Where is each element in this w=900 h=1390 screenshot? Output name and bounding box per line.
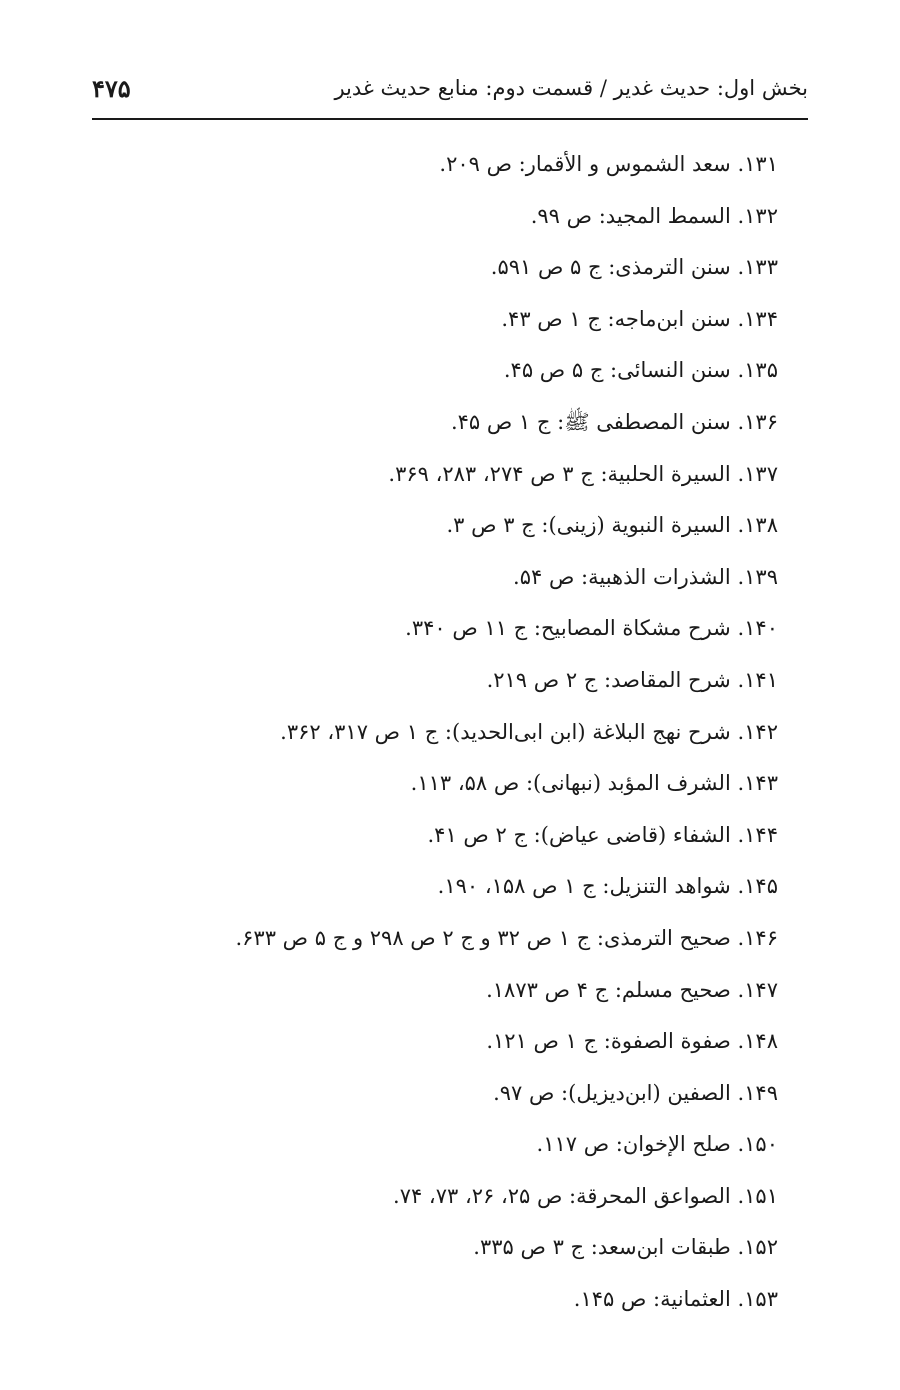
reference-number: ۱۳۳.	[737, 255, 778, 280]
reference-item	[78, 660, 778, 712]
reference-number: ۱۵۱.	[737, 1183, 778, 1208]
reference-number: ۱۳۹.	[737, 564, 778, 589]
reference-item	[78, 454, 778, 506]
reference-number: ۱۴۸.	[737, 1029, 778, 1054]
reference-number: ۱۴۱.	[737, 667, 778, 692]
reference-item	[78, 1021, 778, 1073]
reference-text: طبقات ابن‌سعد: ج ۳ ص ۳۳۵.	[473, 1235, 731, 1260]
reference-text: سنن الترمذی: ج ۵ ص ۵۹۱.	[490, 255, 731, 280]
reference-number: ۱۴۴.	[737, 822, 778, 847]
reference-text: السمط المجید: ص ۹۹.	[530, 203, 731, 228]
reference-item	[78, 763, 778, 815]
reference-text: سنن المصطفی ﷺ: ج ۱ ص ۴۵.	[450, 409, 731, 434]
reference-text: شرح المقاصد: ج ۲ ص ۲۱۹.	[486, 667, 731, 692]
reference-text: الشفاء (قاضی عیاض): ج ۲ ص ۴۱.	[427, 822, 731, 847]
reference-item	[78, 1227, 778, 1279]
reference-item	[78, 712, 778, 764]
reference-number: ۱۵۲.	[737, 1235, 778, 1260]
reference-text: الصفین (ابن‌دیزیل): ص ۹۷.	[493, 1080, 731, 1105]
reference-text: صفوة الصفوة: ج ۱ ص ۱۲۱.	[486, 1029, 731, 1054]
page-header	[92, 66, 808, 120]
reference-number: ۱۴۲.	[737, 719, 778, 744]
reference-number: ۱۳۵.	[737, 358, 778, 383]
reference-text: الشرف المؤبد (نبهانی): ص ۵۸، ۱۱۳.	[410, 771, 731, 796]
reference-number: ۱۳۴.	[737, 306, 778, 331]
reference-item	[78, 815, 778, 867]
reference-item	[78, 402, 778, 454]
reference-number: ۱۴۶.	[737, 925, 778, 950]
reference-number: ۱۳۲.	[737, 203, 778, 228]
reference-item	[78, 970, 778, 1022]
running-header-title: بخش اول: حدیث غدیر / قسمت دوم: منابع حدیث غدیر	[334, 76, 808, 100]
reference-item	[78, 247, 778, 299]
reference-text: الشذرات الذهبیة: ص ۵۴.	[513, 564, 731, 589]
reference-item	[78, 866, 778, 918]
reference-item	[78, 350, 778, 402]
reference-number: ۱۴۵.	[737, 874, 778, 899]
reference-number: ۱۴۹.	[737, 1080, 778, 1105]
reference-text: سعد الشموس و الأقمار: ص ۲۰۹.	[439, 152, 731, 176]
reference-list	[78, 144, 778, 1331]
reference-text: سنن ابن‌ماجه: ج ۱ ص ۴۳.	[501, 306, 731, 331]
reference-number: ۱۵۰.	[737, 1132, 778, 1157]
reference-number: ۱۳۱.	[737, 152, 778, 176]
reference-text: صلح الإخوان: ص ۱۱۷.	[536, 1132, 731, 1157]
reference-text: السیرة النبویة (زینی): ج ۳ ص ۳.	[446, 513, 731, 538]
reference-text: شرح مشکاة المصابیح: ج ۱۱ ص ۳۴۰.	[405, 616, 731, 641]
reference-number: ۱۴۰.	[737, 616, 778, 641]
reference-item	[78, 608, 778, 660]
reference-item	[78, 505, 778, 557]
reference-item	[78, 196, 778, 248]
reference-number: ۱۵۳.	[737, 1287, 778, 1312]
reference-text: صحیح مسلم: ج ۴ ص ۱۸۷۳.	[486, 977, 731, 1002]
reference-item	[78, 918, 778, 970]
reference-text: شرح نهج البلاغة (ابن ابی‌الحدید): ج ۱ ص ۳۱۷، ۳۶۲.	[280, 719, 731, 744]
reference-text: شواهد التنزیل: ج ۱ ص ۱۵۸، ۱۹۰.	[437, 874, 731, 899]
page-number: ۴۷۵	[92, 74, 131, 103]
reference-text: سنن النسائی: ج ۵ ص ۴۵.	[503, 358, 731, 383]
reference-item	[78, 1124, 778, 1176]
reference-item	[78, 1073, 778, 1125]
reference-text: العثمانیة: ص ۱۴۵.	[573, 1287, 731, 1312]
reference-text: الصواعق المحرقة: ص ۲۵، ۲۶، ۷۳، ۷۴.	[393, 1183, 731, 1208]
reference-text: السیرة الحلبیة: ج ۳ ص ۲۷۴، ۲۸۳، ۳۶۹.	[388, 461, 731, 486]
reference-item	[78, 144, 778, 196]
reference-text: صحیح الترمذی: ج ۱ ص ۳۲ و ج ۲ ص ۲۹۸ و ج ۵ ص ۶۳۳.	[235, 925, 731, 950]
reference-item	[78, 1279, 778, 1331]
reference-item	[78, 557, 778, 609]
reference-number: ۱۴۷.	[737, 977, 778, 1002]
reference-number: ۱۳۸.	[737, 513, 778, 538]
reference-item	[78, 299, 778, 351]
reference-number: ۱۳۷.	[737, 461, 778, 486]
reference-number: ۱۳۶.	[737, 409, 778, 434]
reference-number: ۱۴۳.	[737, 771, 778, 796]
reference-item	[78, 1176, 778, 1228]
